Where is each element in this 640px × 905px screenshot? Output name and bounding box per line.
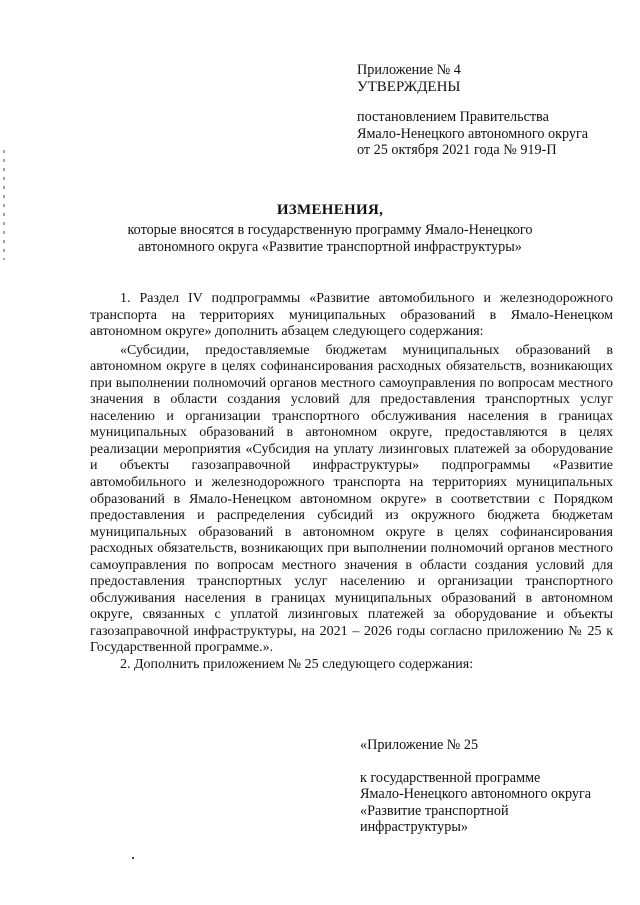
approved-label: УТВЕРЖДЕНЫ: [357, 78, 461, 95]
appendix-number: Приложение № 4: [357, 62, 461, 78]
document-body: [90, 291, 613, 674]
subtitle-line: автономного округа «Развитие транспортной инфраструктуры»: [138, 238, 522, 255]
decree-line: от 25 октября 2021 года № 919-П: [357, 142, 557, 158]
decree-line: постановлением Правительства: [357, 109, 549, 125]
decree-line: Ямало-Ненецкого автономного округа: [357, 125, 589, 142]
scan-edge-mark: [3, 150, 5, 260]
document-title: ИЗМЕНЕНИЯ,: [276, 202, 384, 218]
annex-line: инфраструктуры»: [360, 819, 468, 836]
annex-line: Ямало-Ненецкого автономного округа: [360, 786, 592, 803]
annex-number: «Приложение № 25: [360, 737, 479, 753]
annex-25-header: [360, 737, 591, 836]
scan-speck: [132, 857, 134, 859]
document-subtitle: [100, 222, 560, 255]
inserted-paragraph-quote: «Субсидии, предоставляемые бюджетам муниципальных образований в автономном округе в целях софинансирования расходных обязательств, возникающих при выполнении полномочий органов местного самоуправления по вопросам местного значения в области создания условий для предоставления транспортных услуг населению и организации транспортного обслуживания населения в границах муниципальных образований в автономном округе, предоставляются в целях реализации мероприятия «Субсидия на уплату лизинговых платежей за оборудование и объекты газозаправочной инфраструктуры» подпрограммы «Развитие автомобильного и железнодорожного транспорта на территориях муниципальных образований в Ямало-Ненецком автономном округе» в соответствии с Порядком предоставления и распределения субсидий из окружного бюджета бюджетам муниципальных образований в автономном округе в целях софинансирования расходных обязательств, возникающих при выполнении полномочий органов местного самоуправления по вопросам местного значения в области создания условий для предоставления транспортных услуг населению и организации транспортного обслуживания населения в границах муниципальных образований в автономном округе, связанных с уплатой лизинговых платежей за оборудование и объекты газозаправочной инфраструктуры, на 2021 – 2026 годы согласно приложению № 25 к Государственной программе.».: [90, 342, 613, 656]
item-2-paragraph: 2. Дополнить приложением № 25 следующего содержания:: [120, 657, 474, 673]
subtitle-line: которые вносятся в государственную программу Ямало-Ненецкого: [127, 222, 533, 238]
annex-line: к государственной программе: [360, 769, 541, 786]
title-block: [100, 202, 560, 255]
item-1-paragraph: 1. Раздел IV подпрограммы «Развитие автомобильного и железнодорожного транспорта на территориях муниципальных образований в Ямало-Ненецком автономном округе» дополнить абзацем следующего содержания:: [90, 291, 613, 340]
approval-block: [357, 62, 588, 159]
annex-line: «Развитие транспортной: [360, 802, 509, 819]
